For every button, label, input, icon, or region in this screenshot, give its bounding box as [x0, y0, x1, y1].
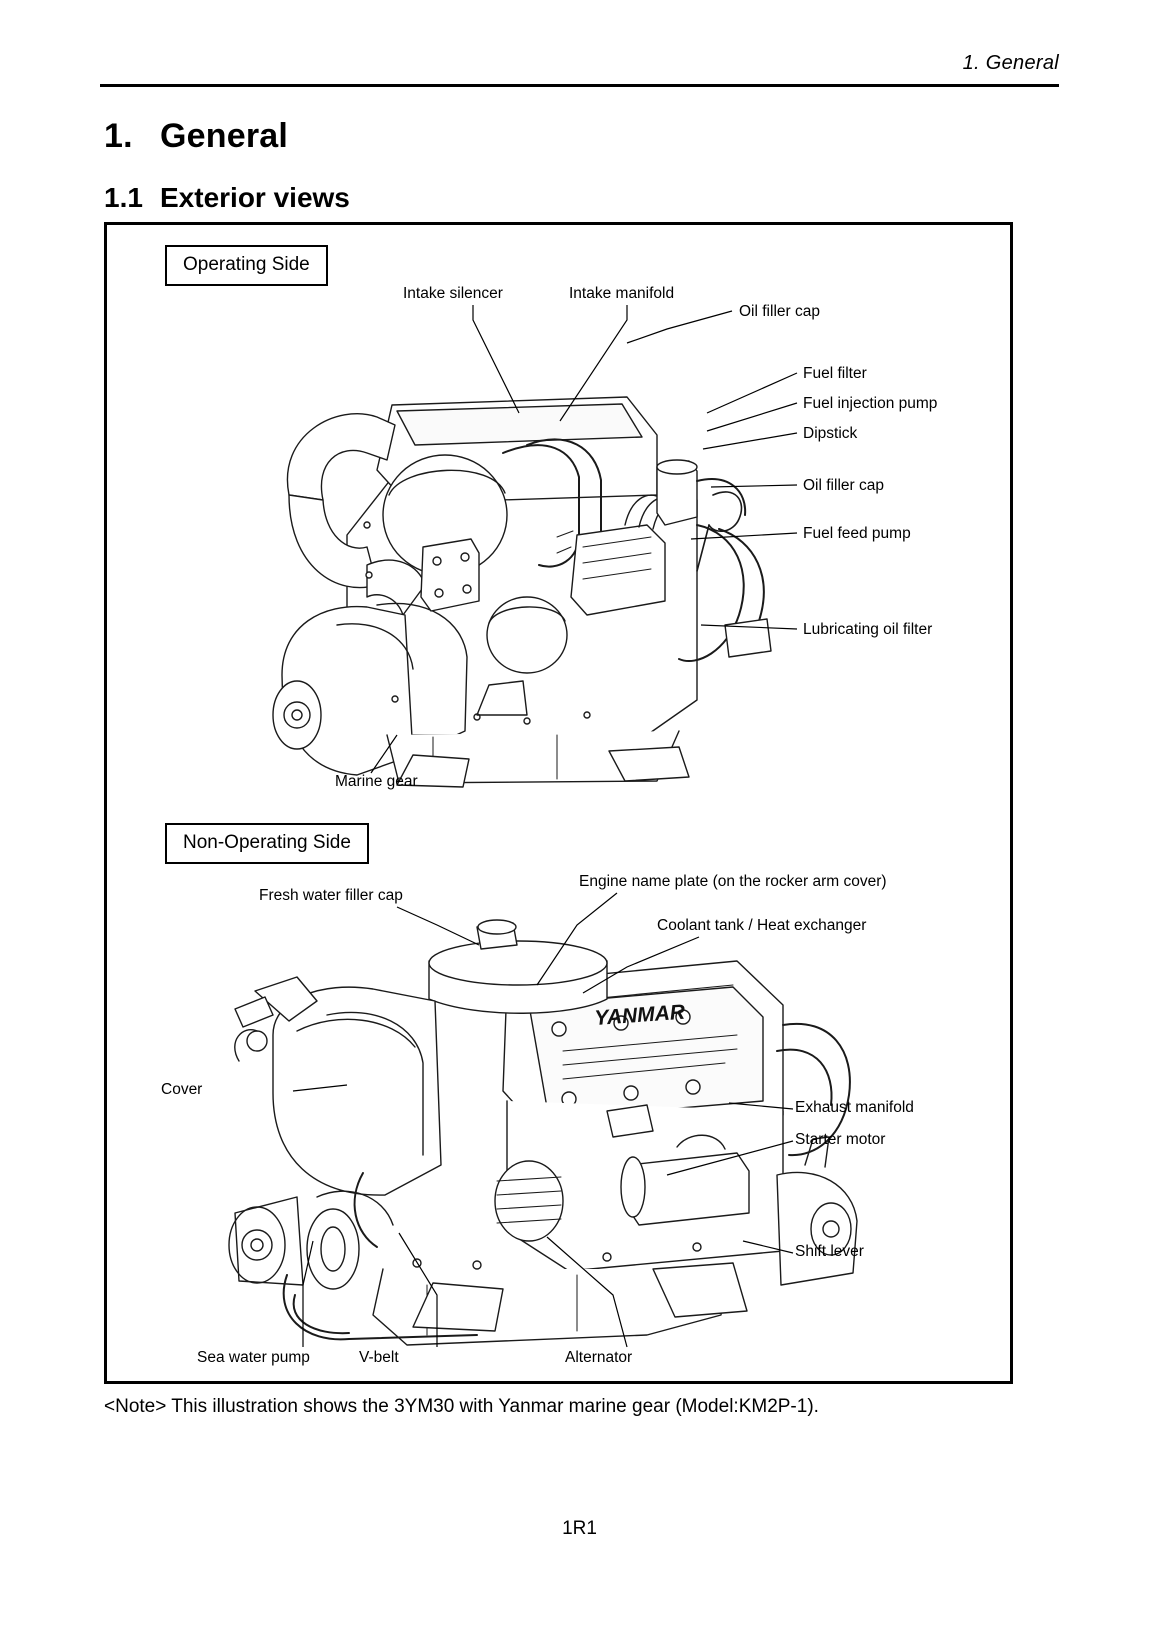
callout-intake-manifold: Intake manifold: [569, 285, 675, 302]
callout-cover: Cover: [161, 1081, 203, 1098]
callout-fresh-water-filler-cap: Fresh water filler cap: [259, 887, 403, 904]
callout-exhaust-manifold: Exhaust manifold: [795, 1099, 914, 1116]
callout-shift-lever: Shift lever: [795, 1243, 864, 1260]
callout-fuel-filter: Fuel filter: [803, 365, 867, 382]
callout-intake-silencer: Intake silencer: [403, 285, 503, 302]
callout-marine-gear: Marine gear: [335, 773, 418, 790]
callout-v-belt: V-belt: [359, 1349, 399, 1366]
chapter-number: 1.: [104, 117, 133, 155]
section-number: 1.1: [104, 182, 143, 213]
exterior-views-figure: [104, 222, 1013, 1384]
section-heading: [104, 182, 350, 214]
callout-oil-filler-cap-top: Oil filler cap: [739, 303, 820, 320]
callout-sea-water-pump: Sea water pump: [197, 1349, 310, 1366]
callout-engine-name-plate: Engine name plate (on the rocker arm cover): [579, 873, 887, 890]
header-rule: [100, 84, 1059, 87]
section-title: Exterior views: [160, 182, 350, 213]
callout-alternator: Alternator: [565, 1349, 633, 1366]
running-head: 1. General: [962, 52, 1059, 74]
callout-fuel-injection-pump: Fuel injection pump: [803, 395, 938, 412]
operating-side-label: Operating Side: [165, 245, 328, 286]
engine-illustration-operating-side: [227, 285, 847, 845]
callout-coolant-tank-heat-exchanger: Coolant tank / Heat exchanger: [657, 917, 867, 934]
page-footer: 1R1: [562, 1518, 597, 1539]
non-operating-side-label: Non-Operating Side: [165, 823, 369, 864]
engine-illustration-non-operating-side: [177, 865, 897, 1384]
callout-dipstick: Dipstick: [803, 425, 858, 442]
brand-plate-text: YANMAR: [593, 1000, 686, 1030]
callout-starter-motor: Starter motor: [795, 1131, 886, 1148]
callout-fuel-feed-pump: Fuel feed pump: [803, 525, 911, 542]
figure-note: <Note> This illustration shows the 3YM30 with Yanmar marine gear (Model:KM2P-1).: [104, 1396, 819, 1417]
callout-oil-filler-cap-side: Oil filler cap: [803, 477, 884, 494]
callout-lubricating-oil-filter: Lubricating oil filter: [803, 621, 933, 638]
chapter-heading: [104, 117, 288, 156]
chapter-title: General: [160, 117, 289, 155]
